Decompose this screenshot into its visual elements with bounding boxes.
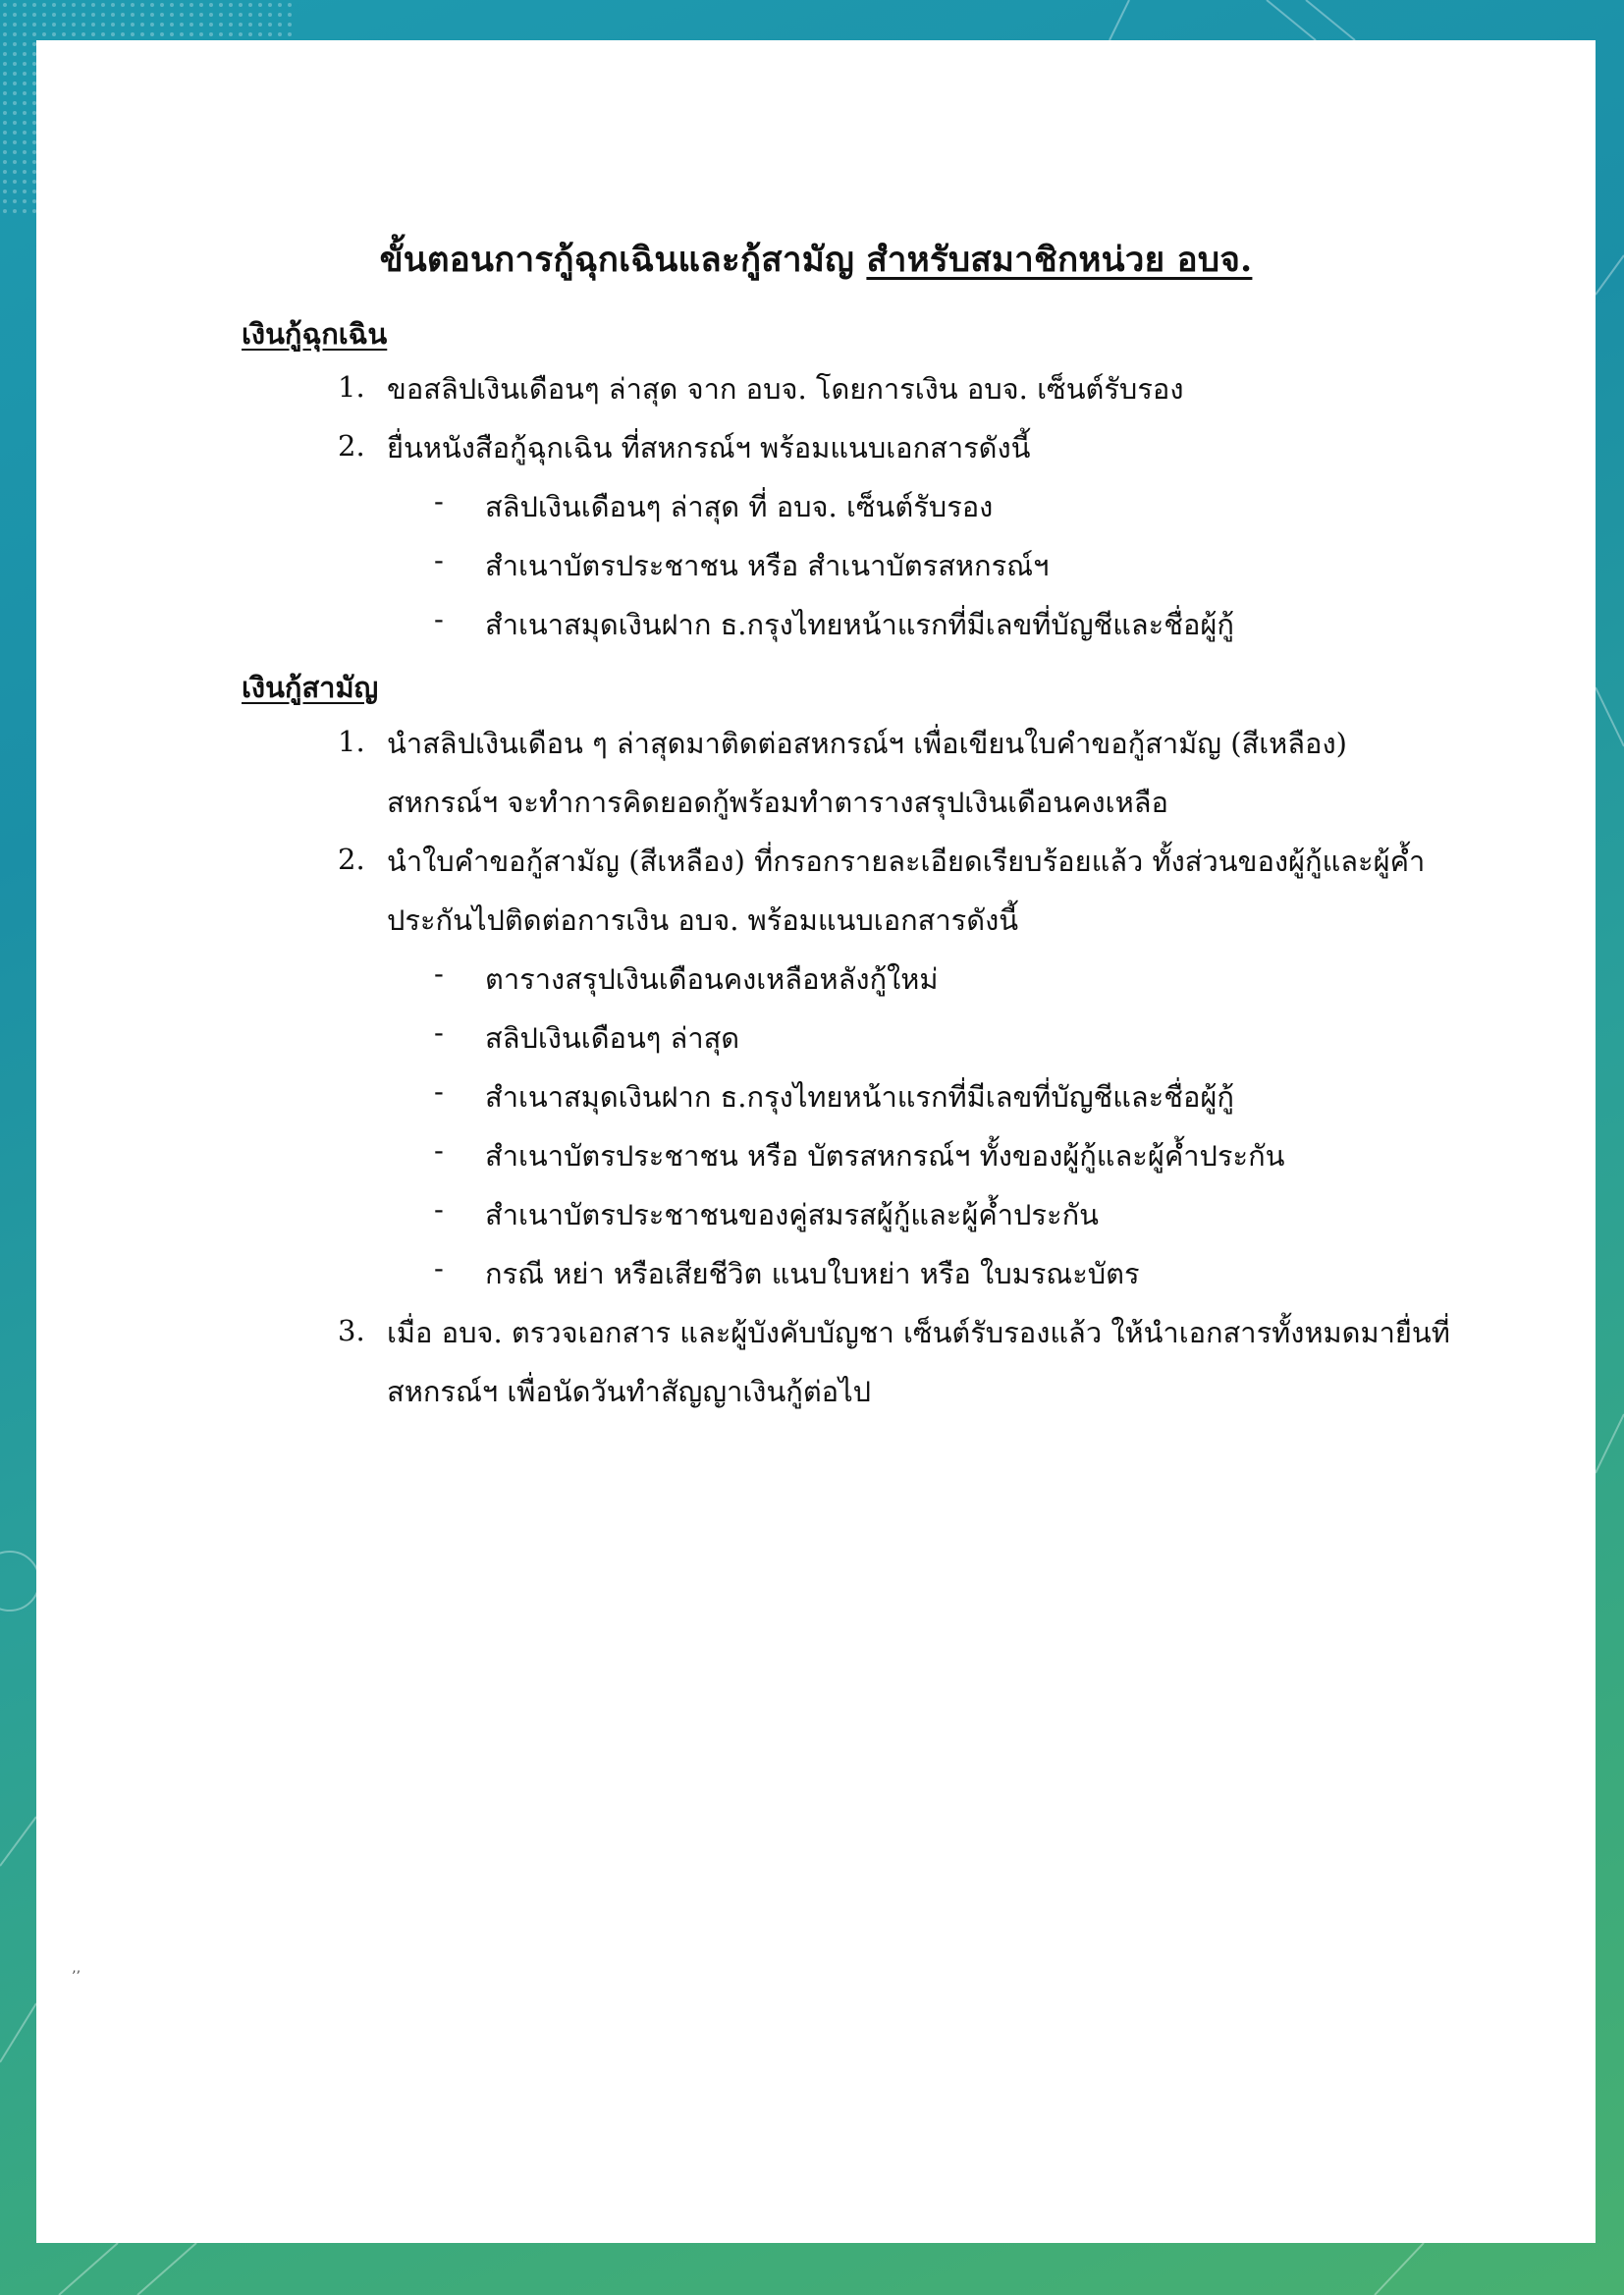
ordinary-subitem-2-dash: -	[434, 1015, 444, 1049]
ordinary-item-3-number: 3.	[338, 1314, 365, 1347]
ordinary-subitem-6: กรณี หย่า หรือเสียชีวิต แนบใบหย่า หรือ ใบมรณะบัตร	[485, 1257, 1140, 1290]
emergency-item-1-text: ขอสลิปเงินเดือนๆ ล่าสุด จาก อบจ. โดยการเงิน อบจ. เซ็นต์รับรอง	[387, 372, 1184, 406]
title-underlined: สำหรับสมาชิกหน่วย อบจ.	[866, 240, 1253, 280]
emergency-subitem-1-dash: -	[434, 484, 444, 518]
document-page	[36, 40, 1596, 2243]
emergency-item-2-number: 2.	[338, 429, 365, 463]
ordinary-loan-heading: เงินกู้สามัญ	[242, 671, 379, 704]
ordinary-item-3-line-1: เมื่อ อบจ. ตรวจเอกสาร และผู้บังคับบัญชา เซ็นต์รับรองแล้ว ให้นำเอกสารทั้งหมดมายื่นที่	[387, 1316, 1450, 1349]
emergency-subitem-2: สำเนาบัตรประชาชน หรือ สำเนาบัตรสหกรณ์ฯ	[485, 549, 1050, 582]
emergency-subitem-2-dash: -	[434, 543, 444, 576]
ordinary-item-1-number: 1.	[338, 725, 365, 758]
emergency-subitem-3: สำเนาสมุดเงินฝาก ธ.กรุงไทยหน้าแรกที่มีเลขที่บัญชีและชื่อผู้กู้	[485, 608, 1234, 641]
stray-mark: ’’	[72, 1969, 81, 1985]
emergency-subitem-3-dash: -	[434, 602, 444, 635]
page-title	[36, 233, 1596, 287]
ordinary-subitem-2: สลิปเงินเดือนๆ ล่าสุด	[485, 1021, 740, 1055]
emergency-subitem-1: สลิปเงินเดือนๆ ล่าสุด ที่ อบจ. เซ็นต์รับรอง	[485, 490, 994, 523]
ordinary-item-1-line-1: นำสลิปเงินเดือน ๆ ล่าสุดมาติดต่อสหกรณ์ฯ เพื่อเขียนใบคำขอกู้สามัญ (สีเหลือง)	[387, 727, 1347, 760]
emergency-item-1-number: 1.	[338, 370, 365, 404]
ordinary-subitem-6-dash: -	[434, 1251, 444, 1284]
ordinary-item-2-line-1: นำใบคำขอกู้สามัญ (สีเหลือง) ที่กรอกรายละเอียดเรียบร้อยแล้ว ทั้งส่วนของผู้กู้และผู้ค้ำ	[387, 845, 1426, 878]
ordinary-subitem-4: สำเนาบัตรประชาชน หรือ บัตรสหกรณ์ฯ ทั้งของผู้กู้และผู้ค้ำประกัน	[485, 1139, 1285, 1173]
ordinary-subitem-5: สำเนาบัตรประชาชนของคู่สมรสผู้กู้และผู้ค้ำประกัน	[485, 1198, 1099, 1231]
ordinary-subitem-5-dash: -	[434, 1192, 444, 1226]
ordinary-item-2-number: 2.	[338, 843, 365, 876]
ordinary-subitem-4-dash: -	[434, 1133, 444, 1167]
ordinary-item-1-line-2: สหกรณ์ฯ จะทำการคิดยอดกู้พร้อมทำตารางสรุปเงินเดือนคงเหลือ	[387, 786, 1168, 819]
ordinary-subitem-3-dash: -	[434, 1074, 444, 1108]
ordinary-item-2-line-2: ประกันไปติดต่อการเงิน อบจ. พร้อมแนบเอกสารดังนี้	[387, 903, 1019, 937]
ordinary-subitem-1: ตารางสรุปเงินเดือนคงเหลือหลังกู้ใหม่	[485, 962, 939, 996]
emergency-loan-heading: เงินกู้ฉุกเฉิน	[242, 317, 388, 351]
emergency-item-2-text: ยื่นหนังสือกู้ฉุกเฉิน ที่สหกรณ์ฯ พร้อมแนบเอกสารดังนี้	[387, 431, 1031, 464]
ordinary-subitem-1-dash: -	[434, 956, 444, 990]
ordinary-subitem-3: สำเนาสมุดเงินฝาก ธ.กรุงไทยหน้าแรกที่มีเลขที่บัญชีและชื่อผู้กู้	[485, 1080, 1234, 1114]
ordinary-item-3-line-2: สหกรณ์ฯ เพื่อนัดวันทำสัญญาเงินกู้ต่อไป	[387, 1375, 872, 1408]
title-main: ขั้นตอนการกู้ฉุกเฉินและกู้สามัญ	[379, 240, 855, 280]
